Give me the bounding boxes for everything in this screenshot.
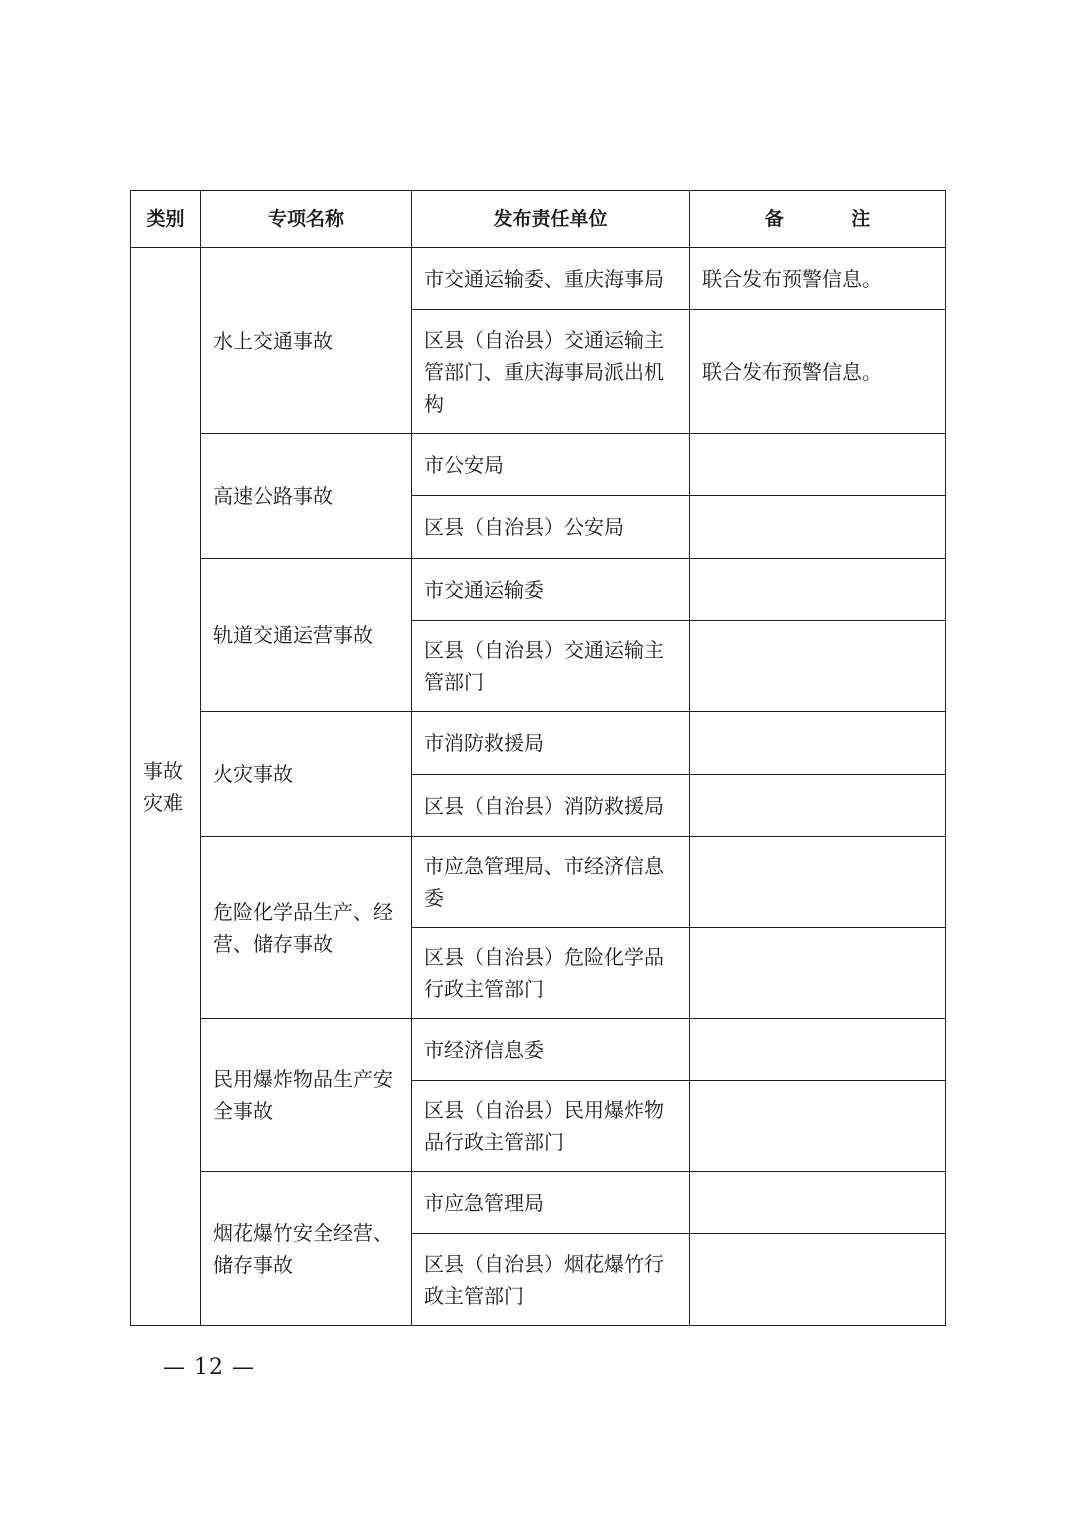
header-unit: 发布责任单位 xyxy=(412,191,690,248)
note-cell xyxy=(690,559,946,621)
note-cell xyxy=(690,1234,946,1326)
header-note-label: 备 注 xyxy=(764,208,901,230)
item-name-cell: 火灾事故 xyxy=(201,712,412,837)
item-name-cell: 烟花爆竹安全经营、储存事故 xyxy=(201,1172,412,1326)
note-cell xyxy=(690,1019,946,1081)
table-row xyxy=(131,712,946,775)
unit-cell: 区县（自治县）民用爆炸物品行政主管部门 xyxy=(412,1081,690,1172)
note-cell xyxy=(690,712,946,775)
unit-cell: 市消防救援局 xyxy=(412,712,690,775)
unit-cell: 市公安局 xyxy=(412,434,690,496)
note-cell xyxy=(690,496,946,559)
table-body xyxy=(131,248,946,1326)
note-cell xyxy=(690,775,946,837)
unit-cell: 区县（自治县）交通运输主管部门、重庆海事局派出机构 xyxy=(412,310,690,434)
note-cell xyxy=(690,1081,946,1172)
table-row xyxy=(131,559,946,621)
category-cell xyxy=(131,248,201,1326)
item-name-cell: 高速公路事故 xyxy=(201,434,412,559)
item-name-cell: 水上交通事故 xyxy=(201,248,412,434)
unit-cell: 市交通运输委 xyxy=(412,559,690,621)
unit-cell: 市交通运输委、重庆海事局 xyxy=(412,248,690,310)
table-row xyxy=(131,837,946,928)
note-cell xyxy=(690,837,946,928)
header-name: 专项名称 xyxy=(201,191,412,248)
page-number: — 12 — xyxy=(163,1355,255,1380)
unit-cell: 区县（自治县）公安局 xyxy=(412,496,690,559)
table-row xyxy=(131,248,946,310)
unit-cell: 区县（自治县）消防救援局 xyxy=(412,775,690,837)
unit-cell: 市经济信息委 xyxy=(412,1019,690,1081)
unit-cell: 区县（自治县）危险化学品行政主管部门 xyxy=(412,928,690,1019)
header-category: 类别 xyxy=(131,191,201,248)
unit-cell: 区县（自治县）烟花爆竹行政主管部门 xyxy=(412,1234,690,1326)
table-row xyxy=(131,1172,946,1234)
category-label: 事故灾难 xyxy=(143,758,183,815)
warning-responsibility-table xyxy=(130,190,946,1326)
item-name-cell: 轨道交通运营事故 xyxy=(201,559,412,712)
note-cell xyxy=(690,621,946,712)
item-name-cell: 民用爆炸物品生产安全事故 xyxy=(201,1019,412,1172)
header-note xyxy=(690,191,946,248)
unit-cell: 市应急管理局 xyxy=(412,1172,690,1234)
table-header-row xyxy=(131,191,946,248)
note-cell: 联合发布预警信息。 xyxy=(690,248,946,310)
note-cell: 联合发布预警信息。 xyxy=(690,310,946,434)
item-name-cell: 危险化学品生产、经营、储存事故 xyxy=(201,837,412,1019)
table-row xyxy=(131,1019,946,1081)
unit-cell: 市应急管理局、市经济信息委 xyxy=(412,837,690,928)
note-cell xyxy=(690,434,946,496)
unit-cell: 区县（自治县）交通运输主管部门 xyxy=(412,621,690,712)
table-row xyxy=(131,434,946,496)
note-cell xyxy=(690,928,946,1019)
note-cell xyxy=(690,1172,946,1234)
